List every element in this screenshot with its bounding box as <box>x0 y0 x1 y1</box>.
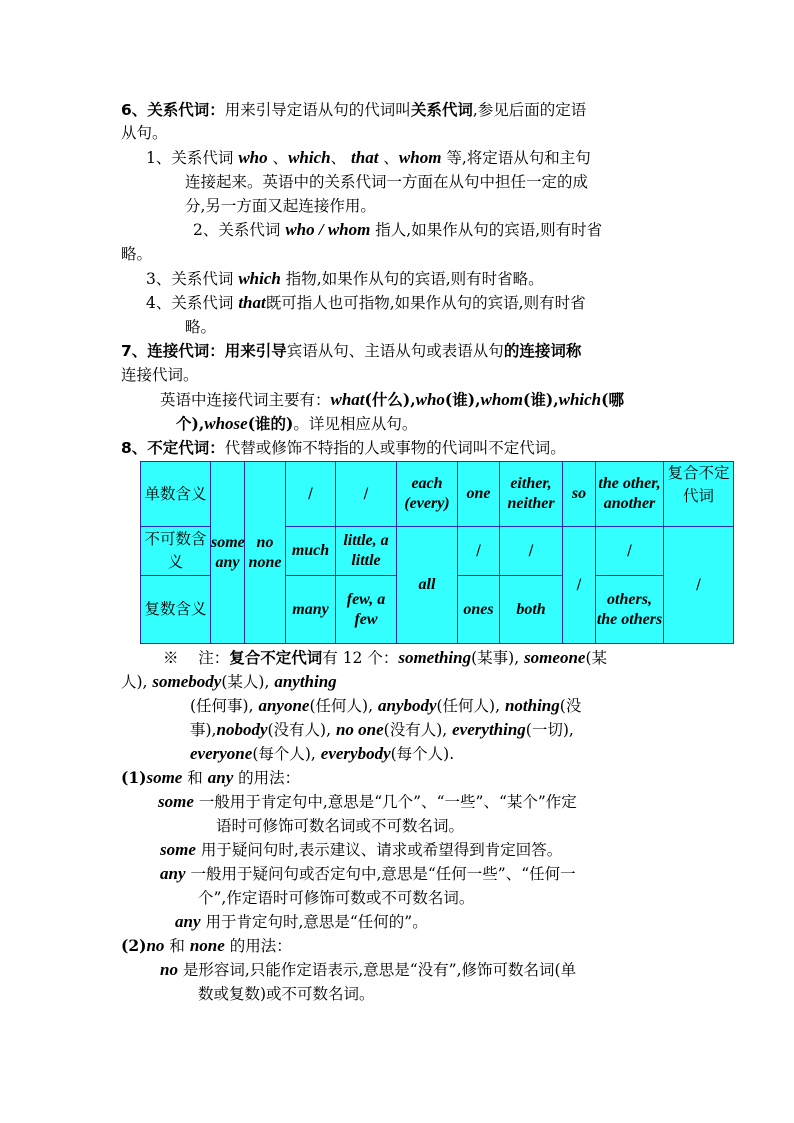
cell-empty: / <box>596 527 664 576</box>
cell-empty: / <box>286 462 336 527</box>
cell-either: either, neither <box>500 462 563 527</box>
usage1-c: any 一般用于疑问句或否定句中,意思是“任何一些”、“任何一 <box>160 864 576 883</box>
note-line4: 事),nobody(没有人), no one(没有人), everything(一切), <box>190 720 574 739</box>
cell-empty: / <box>664 527 734 644</box>
cell-ones: ones <box>458 576 500 644</box>
usage1-b: some 用于疑问句时,表示建议、请求或希望得到肯定回答。 <box>160 840 563 859</box>
indefinite-pronoun-table <box>140 461 734 644</box>
row-label-uncountable: 不可数含义 <box>141 527 211 576</box>
row-label-plural: 复数含义 <box>141 576 211 644</box>
cell-both: both <box>500 576 563 644</box>
s7-main-line2: 个),whose(谁的)。详见相应从句。 <box>176 414 418 433</box>
s6-heading: 6、关系代词： <box>121 101 225 119</box>
s7-line2: 连接代词。 <box>121 366 199 384</box>
cell-others: others, the others <box>596 576 664 644</box>
usage2-a-line2: 数或复数)或不可数名词。 <box>198 985 375 1003</box>
s6-line1: 6、关系代词：用来引导定语从句的代词叫关系代词,参见后面的定语 <box>121 100 587 119</box>
cell-all: all <box>397 527 458 644</box>
note-line5: everyone(每个人), everybody(每个人). <box>190 744 455 763</box>
header-compound: 复合不定代词 <box>664 462 734 527</box>
cell-empty: / <box>500 527 563 576</box>
cell-some-any: some any <box>211 462 245 644</box>
s6-point2-line2: 略。 <box>121 245 153 263</box>
reference-mark-icon: ※ <box>163 649 179 667</box>
s6-point1-line3: 分,另一方面又起连接作用。 <box>185 197 376 215</box>
note-line2: 人), somebody(某人), anything <box>121 672 337 691</box>
s6-point4-line2: 略。 <box>185 318 217 336</box>
cell-few: few, a few <box>336 576 397 644</box>
usage1-a-line2: 语时可修饰可数名词或不可数名词。 <box>216 817 465 835</box>
s6-point1: 1、关系代词 who 、which、 that 、whom 等,将定语从句和主句 <box>146 148 591 167</box>
s6-line2: 从句。 <box>121 124 168 142</box>
s7-heading: 7、连接代词：用来引导 <box>121 342 287 360</box>
note-line3: (任何事), anyone(任何人), anybody(任何人), nothing(没 <box>190 696 582 715</box>
usage1-d: any 用于肯定句时,意思是“任何的”。 <box>175 912 428 931</box>
usage1-a: some 一般用于肯定句中,意思是“几个”、“一些”、“某个”作定 <box>158 792 577 811</box>
note-line1: ※ 注：复合不定代词有 12 个：something(某事), someone(某 <box>163 648 608 667</box>
cell-empty: / <box>458 527 500 576</box>
cell-little: little, a little <box>336 527 397 576</box>
cell-many: many <box>286 576 336 644</box>
s6-point3: 3、关系代词 which 指物,如果作从句的宾语,则有时省略。 <box>146 269 544 288</box>
cell-empty: / <box>563 527 596 644</box>
cell-the-other: the other, another <box>596 462 664 527</box>
s8-heading: 8、不定代词： <box>121 439 225 457</box>
s6-point1-line2: 连接起来。英语中的关系代词一方面在从句中担任一定的成 <box>185 173 589 191</box>
cell-much: much <box>286 527 336 576</box>
s7-main: 英语中连接代词主要有：what(什么),who(谁),whom(谁),which(哪 <box>160 390 624 409</box>
s7-line1: 7、连接代词：用来引导宾语从句、主语从句或表语从句的连接词称 <box>121 342 582 360</box>
cell-each: each (every) <box>397 462 458 527</box>
cell-empty: / <box>336 462 397 527</box>
row-label-singular: 单数含义 <box>141 462 211 527</box>
usage1-heading: (1)some 和 any 的用法： <box>121 768 301 787</box>
s6-point4: 4、关系代词 that既可指人也可指物,如果作从句的宾语,则有时省 <box>146 293 586 312</box>
s8-line: 8、不定代词：代替或修饰不特指的人或事物的代词叫不定代词。 <box>121 439 566 457</box>
cell-no-none: no none <box>245 462 286 644</box>
usage2-a: no 是形容词,只能作定语表示,意思是“没有”,修饰可数名词(单 <box>160 960 577 979</box>
s6-point2: 2、关系代词 who / whom 指人,如果作从句的宾语,则有时省 <box>193 220 603 239</box>
cell-one: one <box>458 462 500 527</box>
usage2-heading: (2)no 和 none 的用法： <box>121 936 292 955</box>
usage1-c-line2: 个”,作定语时可修饰可数或不可数名词。 <box>198 889 475 907</box>
cell-so: so <box>563 462 596 527</box>
